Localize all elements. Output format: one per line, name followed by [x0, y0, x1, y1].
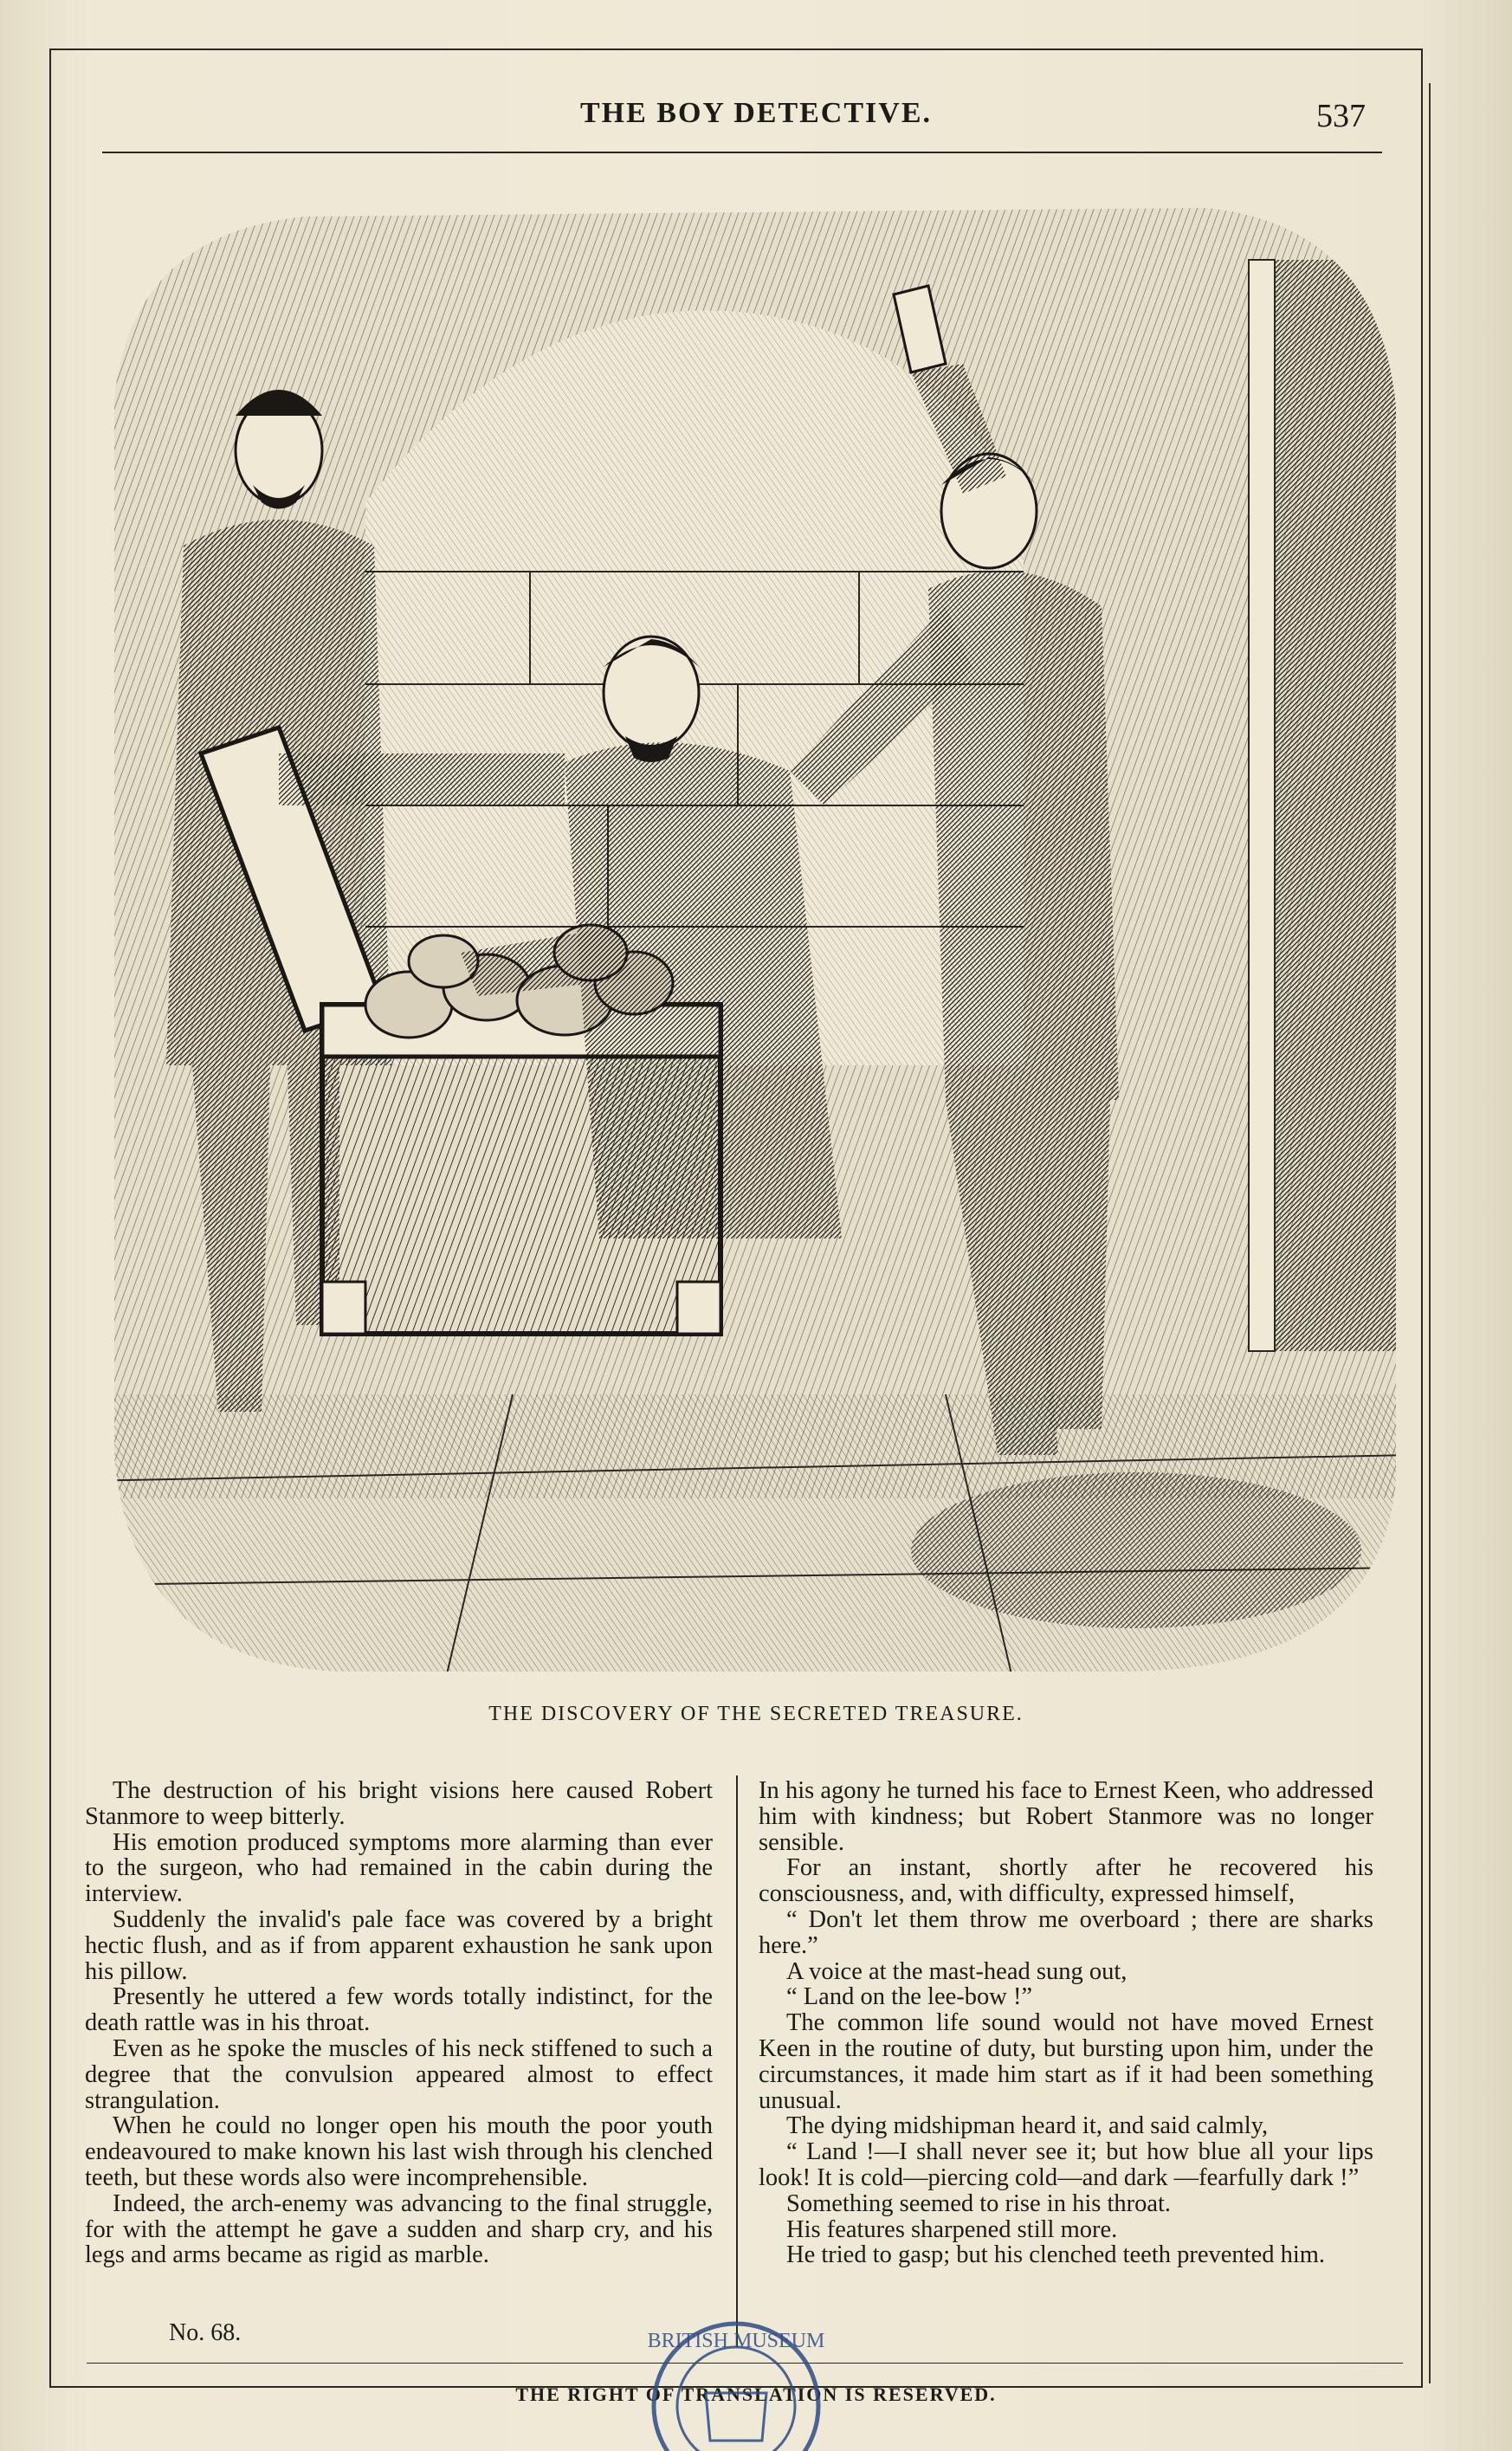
paragraph: Something seemed to rise in his throat. [786, 2189, 1172, 2217]
paragraph: “ Land on the lee-bow !” [786, 1983, 1033, 2011]
paragraph: Even as he spoke the muscles of his neck stiffened to such a degree that the convulsion appeared almost to effect strangulation. [85, 2034, 713, 2114]
engraving-illustration [80, 199, 1412, 1689]
header-rule [102, 152, 1382, 153]
page-number: 537 [1316, 98, 1366, 134]
museum-stamp-icon [606, 2311, 866, 2451]
paragraph: His emotion produced symptoms more alarming than ever to the surgeon, who had remained in the cabin during the interview. [85, 1828, 713, 1908]
paragraph: The dying midshipman heard it, and said calmly, [786, 2112, 1269, 2140]
illustration-caption: THE DISCOVERY OF THE SECRETED TREASURE. [488, 1703, 1024, 1725]
footer-notice: THE RIGHT OF TRANSLATION IS RESERVED. [515, 2383, 997, 2405]
running-title: THE BOY DETECTIVE. [580, 97, 932, 129]
paragraph: Presently he uttered a few words totally indistinct, for the death rattle was in his throat. [85, 1983, 713, 2037]
column-divider [736, 1775, 738, 2347]
svg-text:BRITISH MUSEUM: BRITISH MUSEUM [647, 2330, 825, 2352]
paragraph: In his agony he turned his face to Ernest Keen, who addressed him with kindness; but Robert Stanmore was no longer sensible. [759, 1777, 1373, 1856]
paragraph: For an instant, shortly after he recovered his consciousness, and, with difficulty, expressed himself, [759, 1854, 1373, 1908]
paragraph: Indeed, the arch-enemy was advancing to the final struggle, for with the attempt he gave a sudden and sharp cry, and his legs and arms became as rigid as marble. [85, 2189, 713, 2269]
paragraph: The common life sound would not have moved Ernest Keen in the routine of duty, but bursting upon him, under the circumstances, it made him start as if it had been something unusual. [759, 2009, 1373, 2114]
paragraph: “ Don't let them throw me overboard ; there are sharks here.” [759, 1905, 1373, 1959]
paragraph: His features sharpened still more. [786, 2215, 1118, 2243]
paragraph: When he could no longer open his mouth the poor youth endeavoured to make known his last wish through his clenched teeth, but these words also were incomprehensible. [85, 2112, 713, 2191]
paragraph: “ Land !—I shall never see it; but how blue all your lips look! It is cold—piercing cold—and dark —fearfully dark !” [759, 2138, 1373, 2191]
paragraph: He tried to gasp; but his clenched teeth prevented him. [786, 2241, 1326, 2269]
text-column-right [759, 1778, 1373, 2268]
paragraph: A voice at the mast-head sung out, [786, 1957, 1128, 1985]
issue-number: No. 68. [169, 2319, 242, 2346]
paragraph: Suddenly the invalid's pale face was covered by a bright hectic flush, and as if from apparent exhaustion he sank upon his pillow. [85, 1905, 713, 1985]
page-edge-rule [1429, 83, 1431, 2383]
text-column-left [85, 1778, 713, 2268]
paragraph: The destruction of his bright visions here caused Robert Stanmore to weep bitterly. [85, 1777, 713, 1830]
